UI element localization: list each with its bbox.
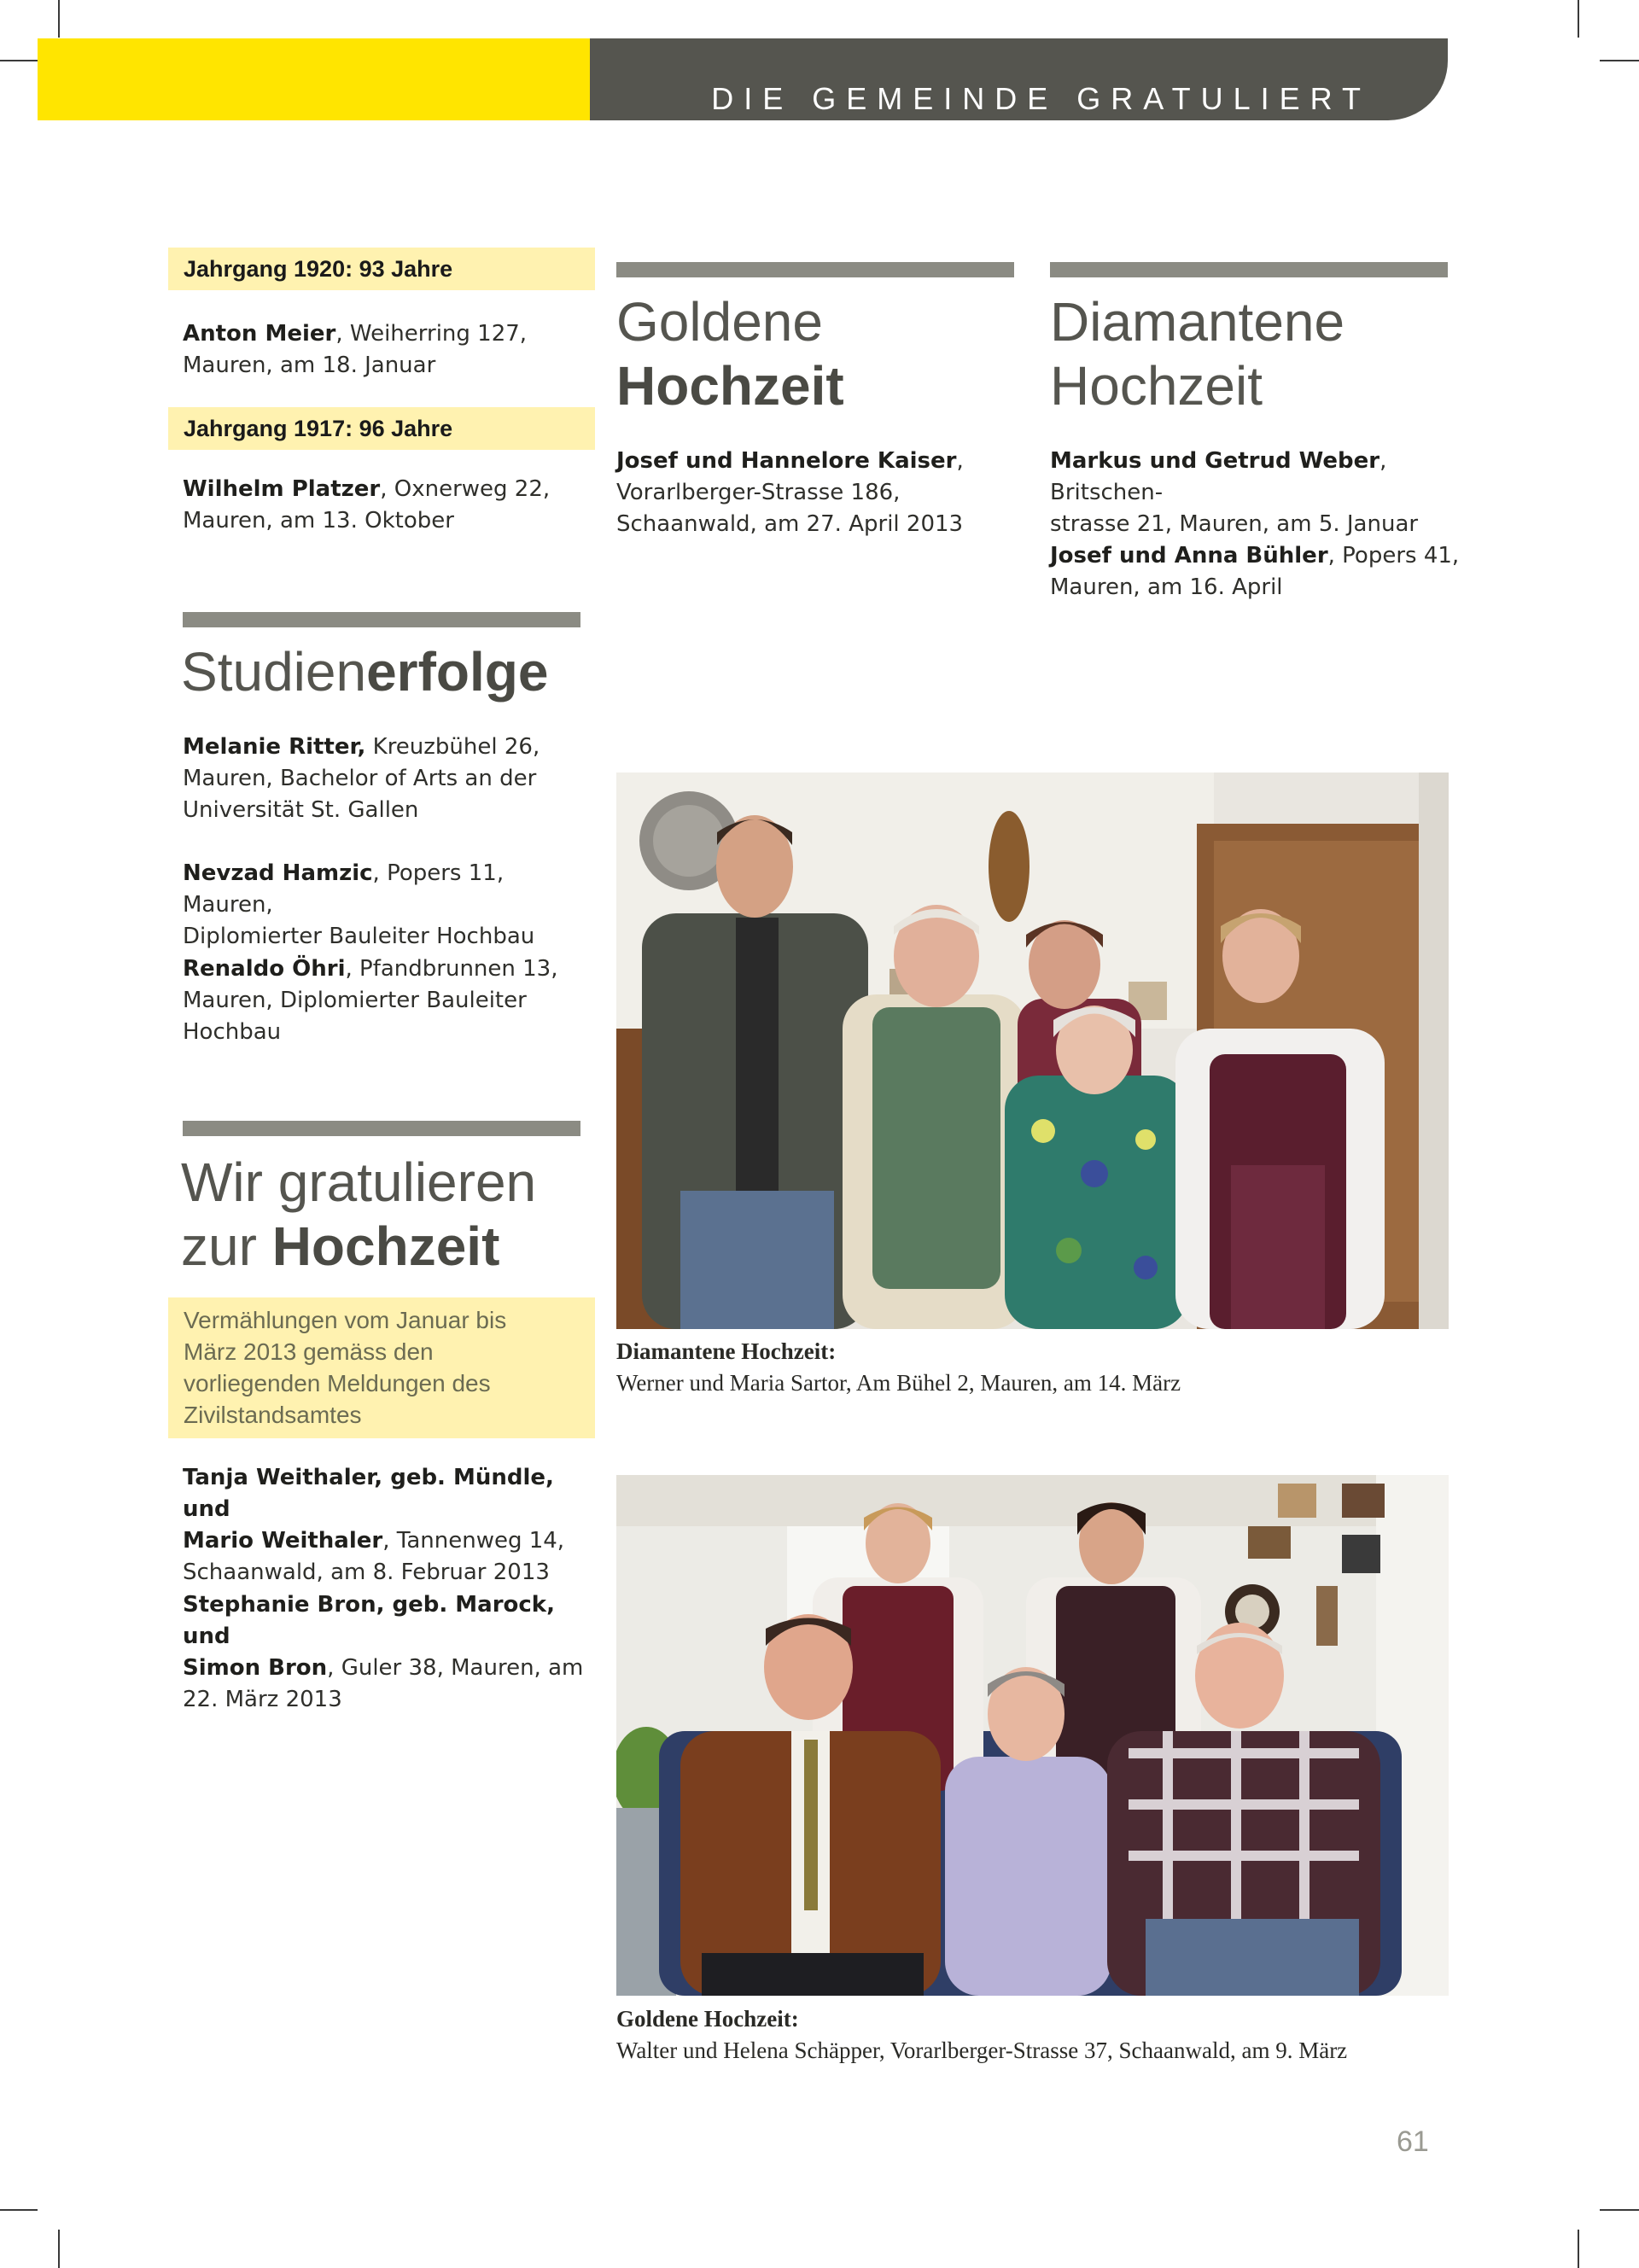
crop-mark [1578, 0, 1579, 38]
weddings-note: Vermählungen vom Januar bis März 2013 gemäss den vorliegenden Meldungen des Zivilstandsamtes [168, 1297, 595, 1438]
golden-title: Goldene Hochzeit [616, 291, 844, 417]
wedding-entry-1: Tanja Weithaler, geb. Mündle, und Mario Weithaler, Tannenweg 14, Schaanwald, am 8. Februar 2013 [183, 1465, 565, 1585]
golden-entry: Josef und Hannelore Kaiser, Vorarlberger-Strasse 186, Schaanwald, am 27. April 2013 [616, 448, 964, 537]
crop-mark [0, 60, 38, 61]
person-name: Josef und Hannelore Kaiser [616, 448, 957, 474]
group-photo-illustration [616, 1475, 1449, 1996]
person-name: Renaldo Öhri [183, 956, 346, 982]
person-name: Nevzad Hamzic [183, 860, 373, 886]
birthday-heading-1: Jahrgang 1920: 93 Jahre [168, 248, 595, 290]
person-name: Wilhelm Platzer [183, 476, 381, 502]
person-name: Melanie Ritter, [183, 734, 366, 760]
section-rule [616, 262, 1014, 277]
diamond-title: Diamantene Hochzeit [1050, 291, 1345, 417]
birthday-entry-2: Wilhelm Platzer, Oxnerweg 22, Mauren, am 13. Oktober [183, 476, 551, 533]
group-photo-illustration [616, 773, 1449, 1329]
page-number: 61 [1397, 2125, 1429, 2158]
person-name: Markus und Getrud Weber [1050, 448, 1380, 474]
diamond-entry-1: Markus und Getrud Weber, Britschen- strasse 21, Mauren, am 5. Januar [1050, 448, 1419, 537]
person-name: Anton Meier [183, 321, 336, 347]
person-name: Josef und Anna Bühler [1050, 543, 1328, 568]
header-yellow-block [38, 38, 590, 120]
weddings-title: Wir gratulieren zur Hochzeit [181, 1151, 537, 1277]
crop-mark [58, 2230, 60, 2268]
section-rule [183, 612, 580, 627]
photo-diamond-caption: Diamantene Hochzeit: Werner und Maria Sartor, Am Bühel 2, Mauren, am 14. März [616, 1338, 1181, 1396]
study-entry-3: Renaldo Öhri, Pfandbrunnen 13, Mauren, Diplomierter Bauleiter Hochbau [183, 956, 558, 1045]
crop-mark [1578, 2230, 1579, 2268]
section-title: DIE GEMEINDE GRATULIERT [711, 81, 1371, 116]
crop-mark [0, 2209, 38, 2211]
study-entry-1: Melanie Ritter, Kreuzbühel 26, Mauren, Bachelor of Arts an der Universität St. Gallen [183, 734, 540, 823]
crop-mark [58, 0, 60, 38]
photo-golden-caption: Goldene Hochzeit: Walter und Helena Schäpper, Vorarlberger-Strasse 37, Schaanwald, am 9. März [616, 2006, 1348, 2063]
section-rule [183, 1121, 580, 1136]
photo-golden-wedding [616, 1475, 1449, 1996]
crop-mark [1600, 2209, 1639, 2211]
header-bar [590, 38, 1448, 120]
study-entry-2: Nevzad Hamzic, Popers 11, Mauren, Diplomierter Bauleiter Hochbau [183, 860, 535, 949]
crop-mark [1600, 60, 1639, 61]
birthday-heading-2: Jahrgang 1917: 96 Jahre [168, 407, 595, 450]
diamond-entry-2: Josef und Anna Bühler, Popers 41, Mauren, am 16. April [1050, 543, 1460, 600]
section-rule [1050, 262, 1448, 277]
photo-diamond-wedding [616, 773, 1449, 1329]
studies-title: Studienerfolge [181, 641, 549, 703]
wedding-entry-2: Stephanie Bron, geb. Marock, und Simon Bron, Guler 38, Mauren, am 22. März 2013 [183, 1592, 584, 1712]
birthday-entry-1: Anton Meier, Weiherring 127, Mauren, am 18. Januar [183, 321, 528, 378]
